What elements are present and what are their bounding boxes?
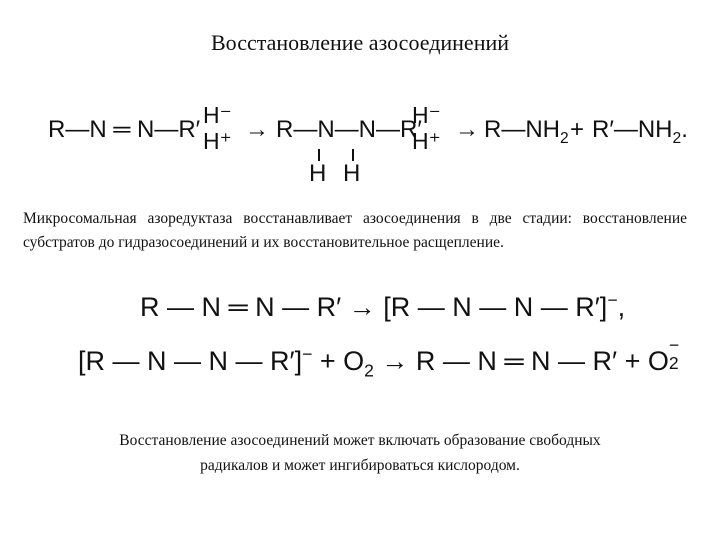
caption-line-1: Восстановление азосоединений может включать образование свободных [119, 432, 601, 449]
equation2-right: R — N ═ N — R′ + O − 2 [415, 335, 680, 376]
hydride-label: H⁻ [203, 102, 232, 128]
product-2: $R'—NH_2$. [592, 116, 688, 147]
reaction1-reagent-1 [203, 102, 232, 154]
caption-line-2: радикалов и может ингибироваться кислородом. [200, 457, 520, 474]
equation2-arrow: → [381, 346, 409, 376]
proton-label: H⁺ [203, 128, 232, 154]
equation2-left: [R — N — N — R′] [78, 346, 303, 376]
hydrogen-left: H [309, 160, 327, 187]
charge-minus: − [607, 290, 618, 310]
proton-label: H⁺ [412, 128, 441, 154]
equation-2 [78, 335, 683, 381]
description-paragraph: Микросомальная азоредуктаза восстанавливает азосоединения в две стадии: восстановление субстратов до гидразосоединений и их восстановительное расщепление. [23, 210, 687, 251]
reaction1-reactant: R—N ═ N—R′ [48, 116, 201, 143]
equation1-right: [R — N — N — R′] [383, 292, 608, 322]
plus-sign: + [570, 116, 585, 143]
page-title: Восстановление азосоединений [210, 30, 510, 55]
equation1-left: R — N ═ N — R′ [140, 292, 342, 322]
reaction-arrow-1: → [245, 116, 269, 143]
equation1-arrow: → [348, 292, 376, 322]
product-1: $R—NH_2$ [484, 116, 569, 147]
reaction1-intermediate: R—N—N—R′ [276, 116, 422, 143]
charge-minus: − [302, 344, 313, 364]
caption [0, 428, 720, 478]
reaction-arrow-2: → [455, 116, 479, 143]
reaction1-reagent-2 [412, 102, 441, 154]
equation-1: R — N ═ N — R′ → [R — N — N — R′]−, [140, 290, 626, 322]
hydrogen-right: H [343, 160, 361, 187]
equation2-oxygen: + $O_2$ [319, 346, 374, 381]
hydride-label: H⁻ [412, 102, 441, 128]
